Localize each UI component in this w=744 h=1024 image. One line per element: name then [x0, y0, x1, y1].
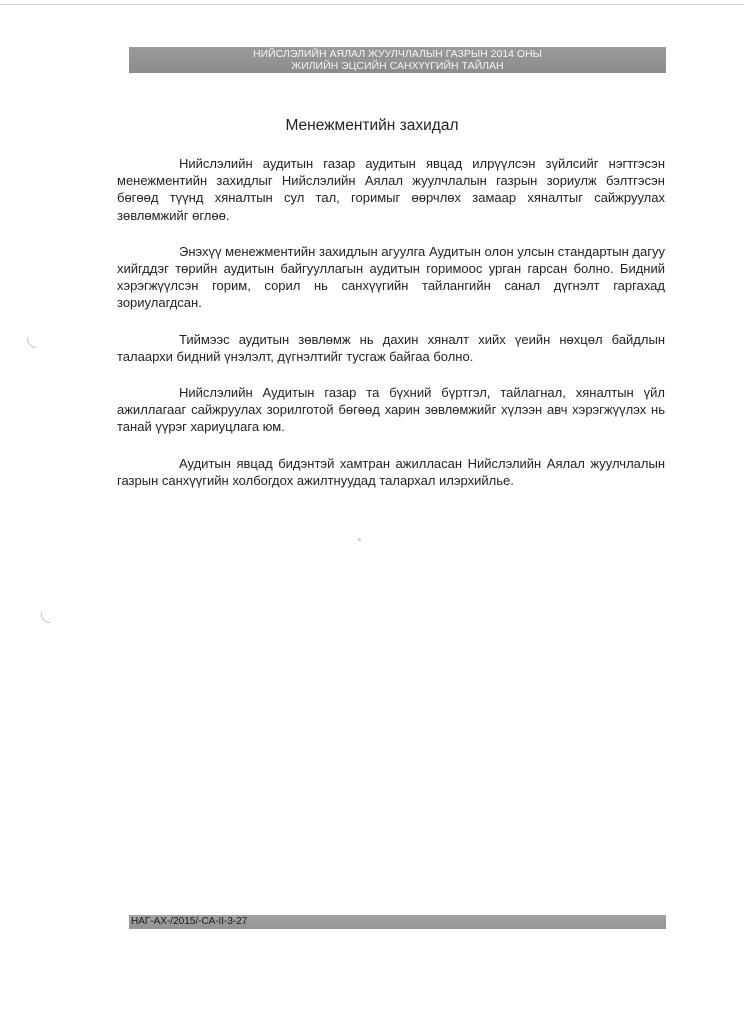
paragraph-5: Аудитын явцад бидэнтэй хамтран ажилласан Нийслэлийн Аялал жуулчлалын газрын санхүүгийн холбогдох ажилтнуудад талархал илэрхийлье. [117, 455, 665, 488]
document-code-footer [129, 915, 666, 929]
report-header-line-2: ЖИЛИЙН ЭЦСИЙН САНХҮҮГИЙН ТАЙЛАН [291, 60, 504, 72]
letter-body [117, 155, 665, 508]
paragraph-2: Энэхүү менежментийн захидлын агуулга Аудитын олон улсын стандартын дагуу хийгддэг төрийн аудитын байгууллагын аудитын горимоос урган гарсан болно. Бидний хэрэгжүүлсэн горим, сорил нь санхүүгийн тайлангийн санал дүгнэлт гаргахад зориулагдсан. [117, 243, 665, 311]
report-header-band [129, 47, 666, 73]
scan-speck [358, 538, 361, 541]
scan-hole-mark [41, 612, 50, 623]
report-header-line-1: НИЙСЛЭЛИЙН АЯЛАЛ ЖУУЛЧЛАЛЫН ГАЗРЫН 2014 ОНЫ [253, 48, 542, 60]
letter-title: Менежментийн захидал [285, 117, 459, 134]
document-code: НАГ-АХ-/2015/-СА-II-3-27 [131, 916, 248, 927]
paragraph-4: Нийслэлийн Аудитын газар та бүхний бүртгэл, тайлагнал, хяналтын үйл ажиллагааг сайжруулах зорилготой бөгөөд харин зөвлөмжийг хүлээн авч хэрэгжүүлэх нь танай үүрэг хариуцлага юм. [117, 385, 665, 435]
scan-hole-mark [27, 337, 36, 348]
page-top-edge [0, 4, 744, 5]
paragraph-3: Тиймээс аудитын зөвлөмж нь дахин хяналт хийх үеийн нөхцөл байдлын талаархи бидний үнэлэлт, дүгнэлтийг тусгаж байгаа болно. [117, 331, 665, 364]
paragraph-1: Нийслэлийн аудитын газар аудитын явцад илрүүлсэн зүйлсийг нэгтгэсэн менежментийн захидлыг Нийслэлийн Аялал жуулчлалын газрын зориулж бэлтгэсэн бөгөөд түүнд хяналтын сул тал, горимыг өөрчлөх замаар хяналтыг сайжруулах зөвлөмжийг өглөө. [117, 156, 665, 223]
